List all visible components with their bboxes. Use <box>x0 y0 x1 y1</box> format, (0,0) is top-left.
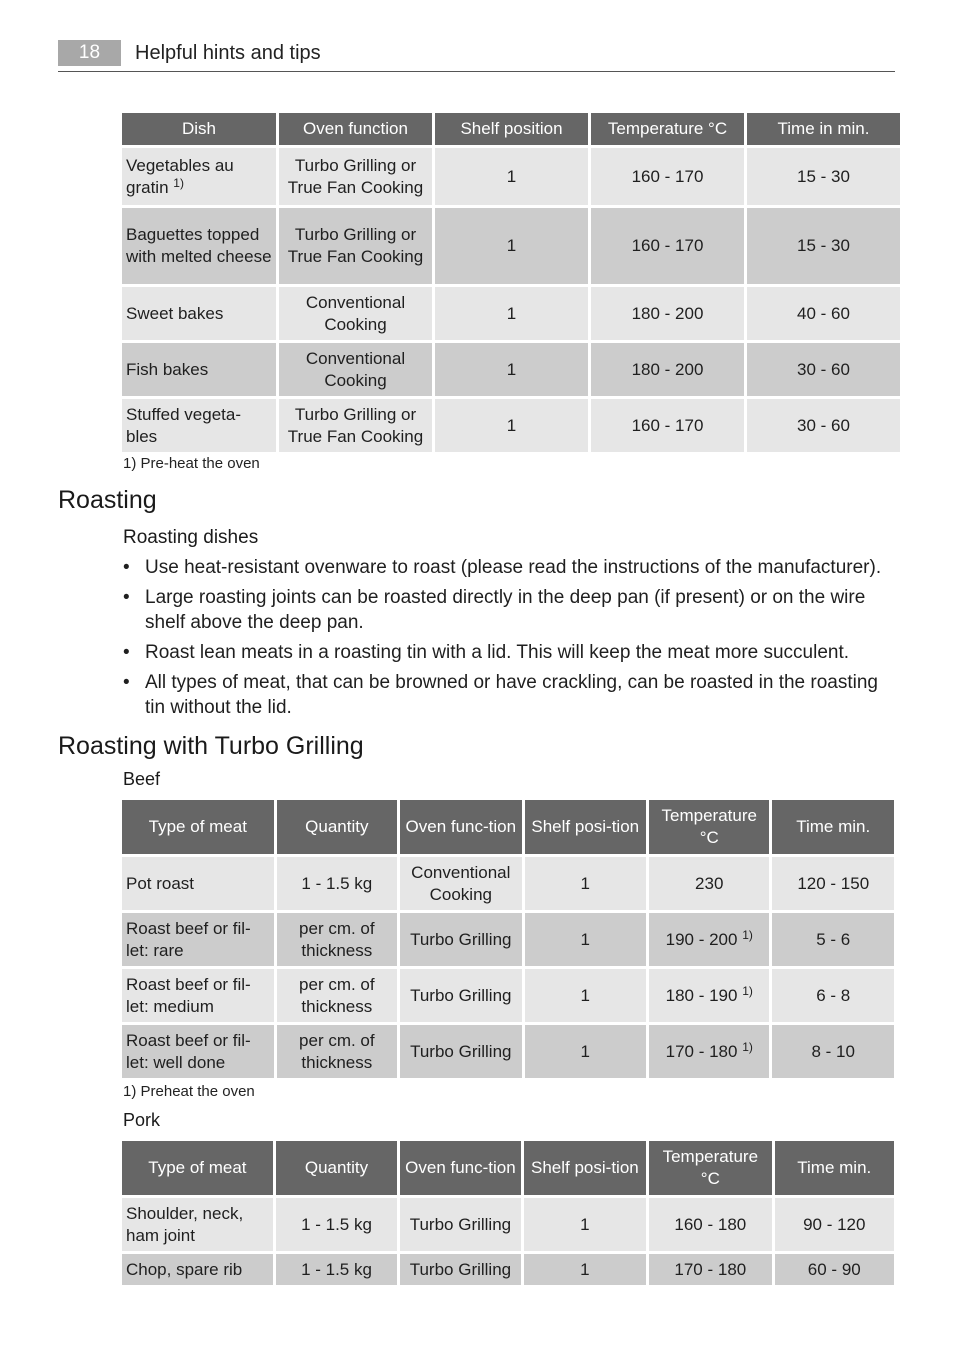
table-row <box>122 913 894 966</box>
bullet-icon: • <box>123 557 130 578</box>
time-cell: 5 - 6 <box>772 913 894 966</box>
quantity-cell: per cm. of thickness <box>277 969 397 1022</box>
function-cell: Conventional Cooking <box>400 857 521 910</box>
list-item: • Use heat-resistant ovenware to roast (please read the instructions of the manufacturer). <box>123 557 882 578</box>
shelf-cell: 1 <box>435 287 588 340</box>
table-footnote: 1) Pre-heat the oven <box>123 455 260 472</box>
subsection-title-roasting-dishes: Roasting dishes <box>123 527 259 548</box>
function-cell: Conventional Cooking <box>279 287 432 340</box>
table-header-row <box>122 113 900 145</box>
column-header: Type of meat <box>122 1141 273 1195</box>
shelf-cell: 1 <box>435 148 588 205</box>
quantity-cell: per cm. of thickness <box>277 1025 397 1078</box>
column-header: Quantity <box>276 1141 397 1195</box>
bullet-icon: • <box>123 672 130 693</box>
dish-cell: Stuffed vegeta-bles <box>122 399 276 452</box>
table-footnote: 1) Preheat the oven <box>123 1083 255 1100</box>
footnote-mark: 1) <box>742 1039 753 1054</box>
function-cell: Turbo Grilling <box>400 1198 520 1251</box>
column-header: Oven func-tion <box>400 1141 520 1195</box>
column-header: Type of meat <box>122 800 274 854</box>
dish-cell: Baguettes topped with melted cheese <box>122 208 276 284</box>
temp-cell: 160 - 170 <box>591 148 744 205</box>
shelf-cell: 1 <box>524 1198 646 1251</box>
column-header: Time min. <box>775 1141 894 1195</box>
shelf-cell: 1 <box>435 343 588 396</box>
temp-cell: 230 <box>649 857 769 910</box>
quantity-cell: 1 - 1.5 kg <box>276 1254 397 1285</box>
column-header: Oven function <box>279 113 432 145</box>
column-header: Time min. <box>772 800 894 854</box>
function-cell: Turbo Grilling or True Fan Cooking <box>279 208 432 284</box>
table-header-row <box>122 1141 894 1195</box>
bullet-icon: • <box>123 587 130 608</box>
time-cell: 15 - 30 <box>747 148 900 205</box>
column-header: Time in min. <box>747 113 900 145</box>
column-header: Quantity <box>277 800 397 854</box>
temp-cell: 170 - 180 <box>649 1254 771 1285</box>
time-cell: 30 - 60 <box>747 343 900 396</box>
subsection-label-pork: Pork <box>123 1110 161 1130</box>
table-row <box>122 1254 894 1285</box>
bullet-icon: • <box>123 642 130 663</box>
temp-cell: 180 - 200 <box>591 343 744 396</box>
table-row <box>122 1025 894 1078</box>
time-cell: 30 - 60 <box>747 399 900 452</box>
table-row <box>122 1198 894 1251</box>
function-cell: Conventional Cooking <box>279 343 432 396</box>
shelf-cell: 1 <box>435 399 588 452</box>
section-title-turbo-grilling: Roasting with Turbo Grilling <box>58 732 364 760</box>
meat-cell: Chop, spare rib <box>122 1254 273 1285</box>
meat-cell: Roast beef or fil-let: rare <box>122 913 274 966</box>
column-header: Temperature °C <box>649 800 769 854</box>
time-cell: 6 - 8 <box>772 969 894 1022</box>
meat-cell: Shoulder, neck, ham joint <box>122 1198 273 1251</box>
column-header: Temperature °C <box>591 113 744 145</box>
function-cell: Turbo Grilling or True Fan Cooking <box>279 148 432 205</box>
column-header: Shelf posi-tion <box>525 800 646 854</box>
temp-cell: 160 - 180 <box>649 1198 771 1251</box>
shelf-cell: 1 <box>524 1254 646 1285</box>
shelf-cell: 1 <box>525 913 646 966</box>
footnote-mark: 1) <box>742 927 753 942</box>
temp-cell: 160 - 170 <box>591 399 744 452</box>
page-number: 18 <box>58 40 121 66</box>
function-cell: Turbo Grilling <box>400 913 521 966</box>
table-row <box>122 208 900 284</box>
page-header <box>58 40 895 72</box>
meat-cell: Roast beef or fil-let: well done <box>122 1025 274 1078</box>
table-row <box>122 399 900 452</box>
header-title: Helpful hints and tips <box>135 42 321 64</box>
pork-table <box>119 1138 897 1288</box>
column-header: Dish <box>122 113 276 145</box>
function-cell: Turbo Grilling <box>400 1025 521 1078</box>
shelf-cell: 1 <box>525 969 646 1022</box>
temp-cell: 190 - 200 $^{1)}$ <box>649 913 769 966</box>
subsection-label-beef: Beef <box>123 769 161 789</box>
dish-cell: Vegetables au gratin $^{1)}$ <box>122 148 276 205</box>
beef-table <box>119 797 897 1081</box>
table-row <box>122 857 894 910</box>
time-cell: 60 - 90 <box>775 1254 894 1285</box>
dish-cell: Sweet bakes <box>122 287 276 340</box>
time-cell: 15 - 30 <box>747 208 900 284</box>
time-cell: 120 - 150 <box>772 857 894 910</box>
column-header: Shelf position <box>435 113 588 145</box>
temp-cell: 180 - 200 <box>591 287 744 340</box>
table-row <box>122 343 900 396</box>
list-item: • Roast lean meats in a roasting tin with a lid. This will keep the meat more succulent. <box>123 642 850 663</box>
shelf-cell: 1 <box>435 208 588 284</box>
function-cell: Turbo Grilling <box>400 969 521 1022</box>
section-title-roasting: Roasting <box>58 486 157 514</box>
column-header: Temperature °C <box>649 1141 771 1195</box>
footnote-mark: 1) <box>173 175 184 190</box>
temp-cell: 170 - 180 $^{1)}$ <box>649 1025 769 1078</box>
meat-cell: Roast beef or fil-let: medium <box>122 969 274 1022</box>
column-header: Oven func-tion <box>400 800 521 854</box>
quantity-cell: 1 - 1.5 kg <box>276 1198 397 1251</box>
temp-cell: 180 - 190 $^{1)}$ <box>649 969 769 1022</box>
function-cell: Turbo Grilling or True Fan Cooking <box>279 399 432 452</box>
gratin-table <box>119 110 903 455</box>
table-row <box>122 287 900 340</box>
function-cell: Turbo Grilling <box>400 1254 520 1285</box>
time-cell: 8 - 10 <box>772 1025 894 1078</box>
quantity-cell: 1 - 1.5 kg <box>277 857 397 910</box>
time-cell: 90 - 120 <box>775 1198 894 1251</box>
dish-cell: Fish bakes <box>122 343 276 396</box>
table-row <box>122 969 894 1022</box>
time-cell: 40 - 60 <box>747 287 900 340</box>
shelf-cell: 1 <box>525 857 646 910</box>
table-row <box>122 148 900 205</box>
roasting-bullet-list <box>123 555 898 725</box>
shelf-cell: 1 <box>525 1025 646 1078</box>
temp-cell: 160 - 170 <box>591 208 744 284</box>
list-item: • Large roasting joints can be roasted directly in the deep pan (if present) or on the wire shelf above the deep pan. <box>123 587 866 633</box>
table-header-row <box>122 800 894 854</box>
meat-cell: Pot roast <box>122 857 274 910</box>
column-header: Shelf posi-tion <box>524 1141 646 1195</box>
list-item: • All types of meat, that can be browned or have crackling, can be roasted in the roasting tin without the lid. <box>123 672 878 718</box>
footnote-mark: 1) <box>742 983 753 998</box>
quantity-cell: per cm. of thickness <box>277 913 397 966</box>
